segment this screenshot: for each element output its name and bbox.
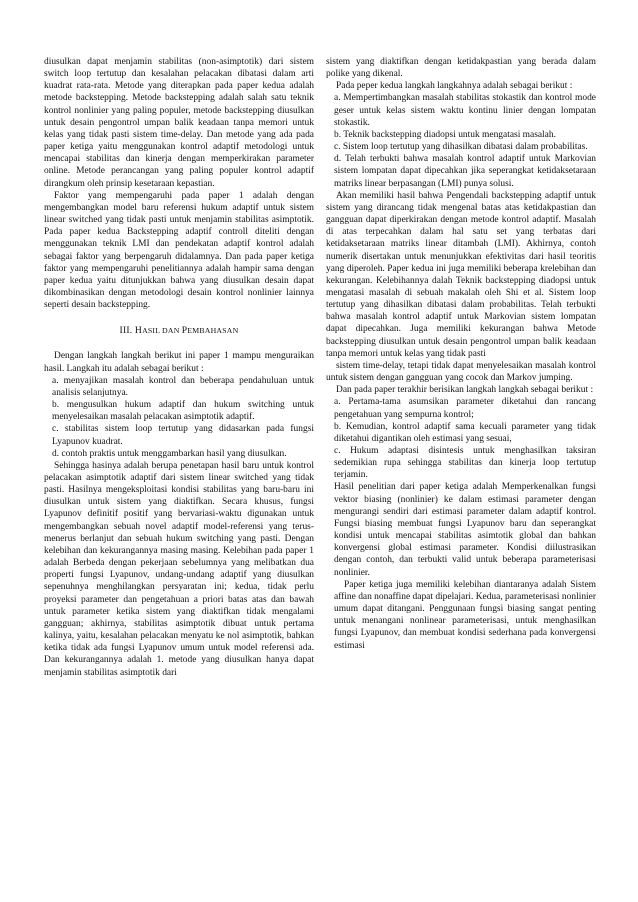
step-list	[52, 375, 314, 460]
list-item: c. Hukum adaptasi disintesis untuk menghasilkan taksiran sedemikian rupa sehingga stabilitas dan kinerja loop tertutup terjamin.	[334, 446, 596, 481]
list-item: d. contoh praktis untuk menggambarkan hasil yang diusulkan.	[52, 448, 287, 459]
paragraph: Sehingga hasinya adalah berupa penetapan hasil baru untuk kontrol pelacakan asimptotik adaptif dari sistem linear switched yang tidak pasti. Hasilnya mengeksploitasi kondisi stabilitas yang baru-baru ini diusulkan untuk sistem yang diaktifkan. Secara khusus, fungsi Lyapunov definitif positif yang bervariasi-waktu digunakan untuk mengembangkan sebuah novel adaptif model-referensi yang terus-menerus berlanjut dan sebuah hukum switching yang pasti. Dengan kelebihan dan kekurangannya masing masing. Kelebihan pada paper 1 adalah Berbeda dengan pekerjaan sebelumnya yang melibatkan dua properti fungsi Lyapunov, undang-undang adaptif yang diusulkan sepenuhnya menghilangkan persyaratan ini; kedua, tidak perlu proyeksi parameter dan pengetahuan a priori batas atas dan bawah untuk parameter ketika sistem yang diaktifkan tidak mengalami gangguan; akhirnya, stabilitas asimptotik dibuat untuk pertama kalinya, yaitu, kesalahan pelacakan menyatu ke nol asimptotik, bahkan ketika tidak ada fungsi Lyapunov umum untuk model referensi ada. Dan kekurangannya adalah 1. metode yang diusulkan hanya dapat menjamin stabilitas asimptotik dari	[44, 460, 314, 678]
paragraph: Akan memiliki hasil bahwa Pengendali backstepping adaptif untuk sistem yang dirancang tidak mengenal batas atas ketidakpastian dan gangguan dapat diperkirakan dengan metode kontrol adaptif. Masalah di atas terpecahkan dalam hal satu set yang terbatas dari ketidaksetaraan matriks linear ditambah (LMI). Akhirnya, contoh numerik disertakan untuk menunjukkan efektivitas dari hasil teoritis yang diperoleh. Paper kedua ini juga memiliki beberapa krelebihan dan kekurangan. Kelebihannya dalah Teknik backstepping diadopsi untuk mengatasi masalah di sebuah makalah oleh Shi et al. Sistem loop tertutup yang dihasilkan dibatasi dalam probabilitas. Telah terbukti bahwa masalah kontrol adaptif untuk Markovian sistem lompatan dapat dipecahkan. Juga memiliki kekurangan bahwa Metode backstepping diusulkan untuk desain pengontrol umpan balik keadaan tanpa memori untuk kelas yang tidak pasti	[326, 190, 596, 359]
list-item: Paper ketiga juga memiliki kelebihan diantaranya adalah Sistem affine dan nonaffine dapat dipelajari. Kedua, parameterisasi nonlinier umum dapat ditangani. Penggunaan fungsi biasing sangat penting untuk menangani nonlinear parameterisasi, untuk menghasilkan fungsi Lyapunov, dan membuat kondisi sederhana pada konvergensi estimasi	[334, 579, 596, 651]
left-column	[44, 56, 314, 836]
list-item: b. Teknik backstepping diadopsi untuk mengatasi masalah.	[334, 129, 556, 140]
list-item: a. menyajikan masalah kontrol dan beberapa pendahuluan untuk analisis selanjutnya.	[52, 375, 314, 398]
list-item: b. Kemudian, kontrol adaptif sama kecuali parameter yang tidak diketahui digantikan oleh estimasi yang sesuai,	[334, 421, 596, 444]
list-item: a. Pertama-tama asumsikan parameter diketahui dan rancang pengetahuan yang sempurna kontrol;	[334, 397, 596, 420]
paragraph: Dan pada paper terakhir berisikan langkah langkah sebagai berikut :	[336, 385, 594, 396]
list-item: a. Mempertimbangkan masalah stabilitas stokastik dan kontrol mode geser untuk kelas sistem waktu kontinu linier dengan lompatan stokastik.	[334, 93, 596, 128]
list-item: Hasil penelitian dari paper ketiga adalah Memperkenalkan fungsi vektor biasing (nonlinier) ke dalam estimasi parameter dengan mengurangi sendiri dari estimasi parameter dalam adaptif kontrol. Fungsi biasing membuat fungsi Lyapunov baru dan seperangkat kondisi untuk mencapai stabilitas asimtotik global dan bahkan konvergensi global estimasi parameter. Kondisi diilustrasikan dengan contoh, dan terbukti valid untuk beberapa parameterisasi nonlinier.	[334, 482, 596, 578]
right-column	[326, 56, 596, 836]
list-item: c. stabilitas sistem loop tertutup yang didasarkan pada fungsi Lyapunov kuadrat.	[52, 424, 314, 447]
step-list	[334, 396, 596, 651]
paragraph: sistem time-delay, tetapi tidak dapat menyelesaikan masalah kontrol untuk sistem dengan gangguan yang cocok dan Markov jumping.	[326, 360, 596, 384]
list-item: d. Telah terbukti bahwa masalah kontrol adaptif untuk Markovian sistem lompatan dapat dipecahkan jika seperangkat ketidaksetaraan matriks linear berpasangan (LMI) punya solusi.	[334, 154, 596, 189]
paragraph: Faktor yang mempengaruhi pada paper 1 adalah dengan mengembangkan model baru referensi hukum adaptif untuk sistem linear switched yang tidak pasti untuk menjamin stabilitas asimptotik. Pada paper kedua Backstepping adaptif controll diteliti dengan menggunakan teknik LMI dan pendekatan adaptif kontrol adalah sebagai faktor yang berpengaruh didalamnya. Dan pada paper ketiga faktor yang mempengaruhi penelitiannya adalah hampir sama dengan paper kedua yaitu ditunjukkan bahwa yang diusulkan desain dapat dikombinasikan dengan metodologi desain kontrol nonlinier lainnya seperti desain backstepping.	[44, 190, 314, 311]
section-heading: III. HASIL DAN PEMBAHASAN	[119, 325, 239, 337]
step-list	[334, 92, 596, 189]
paragraph: Pada peper kedua langkah langkahnya adalah sebagai berikut :	[336, 81, 573, 92]
paragraph: diusulkan dapat menjamin stabilitas (non-asimptotik) dari sistem switch loop tertutup dan kesalahan pelacakan dibatasi dalam arti kuadrat rata-rata. Metode yang diterapkan pada paper kedua adalah metode backstepping. Metode backstepping adalah salah satu teknik kontrol nonlinier yang paling populer, metode backstepping diusulkan untuk desain pengontrol umpan balik keadaan tanpa memori untuk kelas yang tidak pasti sistem time-delay. Dan metode yang ada pada paper ketiga yaitu menggunakan kontrol adaptif metodologi untuk mencapai stabilitas dan kinerja dengan memperkirakan parameter online. Metode perancangan yang paling populer kontrol adaptif dirangkum oleh prinsip kesetaraan kepastian.	[44, 57, 314, 189]
list-item: b. mengusulkan hukum adaptif dan hukum switching untuk menyelesaikan masalah pelacakan asimptotik adaptif.	[52, 400, 314, 423]
list-item: c. Sistem loop tertutup yang dihasilkan dibatasi dalam probabilitas.	[334, 142, 588, 153]
paragraph: sistem yang diaktifkan dengan ketidakpastian yang berada dalam polike yang dikenal.	[326, 57, 596, 80]
paragraph: Dengan langkah langkah berikut ini paper 1 mampu menguraikan hasil. Langkah itu adalah sebagai berikut :	[44, 351, 314, 374]
document-page	[44, 56, 596, 836]
